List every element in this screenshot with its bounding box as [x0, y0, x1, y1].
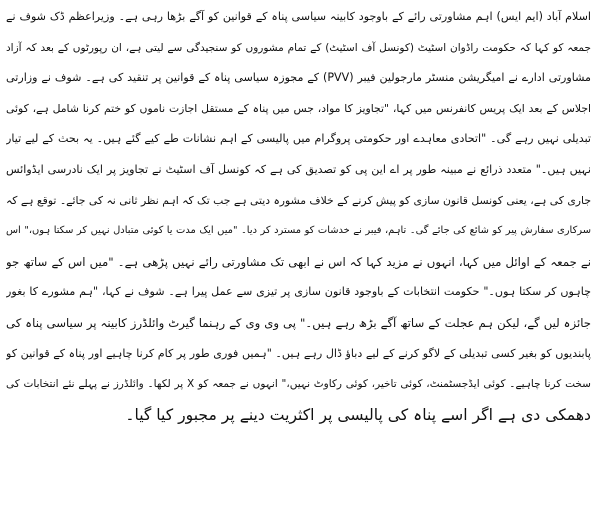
article-line: جاری کی ہے، یعنی کونسل قانون سازی کو پیش کرنے کے خلاف مشورہ دیتی ہے جب تک کہ اہم نظر ثانی نہ کی جائے۔ توقع ہے کہ [6, 193, 591, 207]
article-line: جائزہ لیں گے، لیکن ہم عجلت کے ساتھ آگے بڑھ رہے ہیں۔" پی وی وی کے رہنما گیرٹ وائلڈرز کابینہ پر سیاسی پناہ کی [6, 315, 591, 330]
article-line: دھمکی دی ہے اگر اسے پناہ کی پالیسی پر اکثریت دینے پر مجبور کیا گیا۔ [125, 405, 591, 424]
article-line: سرکاری سفارش پیر کو شائع کی جائے گی۔ تاہم، فیبر نے خدشات کو مسترد کر دیا۔ "میں ایک مدت یا کوئی متبادل نہیں کر سکتا ہوں،" اس [6, 225, 591, 237]
article-body [6, 2, 591, 430]
article-line: اسلام آباد (ایم ایس) اہم مشاورتی رائے کے باوجود کابینہ سیاسی پناہ کے قوانین کو آگے بڑھا رہی ہے۔ وزیراعظم ڈک شوف نے [6, 10, 591, 23]
article-line: سخت کرنا چاہیے۔ کوئی ایڈجسٹمنٹ، کوئی تاخیر، کوئی رکاوٹ نہیں،" انہوں نے جمعہ کو X پر لکھا۔ وائلڈرز نے پہلے نئے انتخابات کی [6, 378, 591, 391]
article-line: پابندیوں کو بغیر کسی تبدیلی کے لاگو کرنے کے لیے دباؤ ڈال رہے ہیں۔ "ہمیں فوری طور پر کام کرنا چاہیے اور پناہ کے قوانین کو [6, 346, 591, 360]
article-line: تبدیلی نہیں رہے گی۔ "اتحادی معاہدے اور حکومتی پروگرام میں پالیسی کے اہم نشانات طے کیے گئے ہیں۔ یہ بحث کے لیے تیار [6, 132, 591, 146]
article-line: چاہوں کر سکتا ہوں۔" حکومت انتخابات کے باوجود قانون سازی پر تیزی سے عمل پیرا ہے۔ شوف نے کہا، "ہم مشورے کا بغور [6, 285, 591, 299]
article-line: اجلاس کے بعد ایک پریس کانفرنس میں کہا، "تجاویز کا مواد، جس میں پناہ کے مستقل اجازت ناموں کو ختم کرنا شامل ہے، کوئی [6, 101, 591, 115]
article-line: جمعہ کو کہا کہ حکومت راڈوان اسٹیٹ (کونسل آف اسٹیٹ) کے تمام مشوروں کو سنجیدگی سے لیتی ہے، ان رپورٹوں کے بعد کہ آزاد [6, 41, 591, 54]
article-line: نہیں ہیں۔" متعدد ذرائع نے مبینہ طور پر اے این پی کو تصدیق کی ہے کہ کونسل آف اسٹیٹ نے تجاویز پر ایک نادرسی ایڈوائس [6, 162, 591, 176]
article-line: نے جمعہ کے اوائل میں کہا، انہوں نے مزید کہا کہ اس نے ابھی تک مشاورتی رائے نہیں پڑھی ہے۔ "میں اس کے ساتھ جو [6, 254, 591, 269]
article-line: مشاورتی ادارے نے امیگریشن منسٹر مارجولین فیبر (PVV) کے مجوزہ سیاسی پناہ کے قوانین پر تنقید کی ہے۔ شوف نے وزارتی [6, 71, 591, 85]
